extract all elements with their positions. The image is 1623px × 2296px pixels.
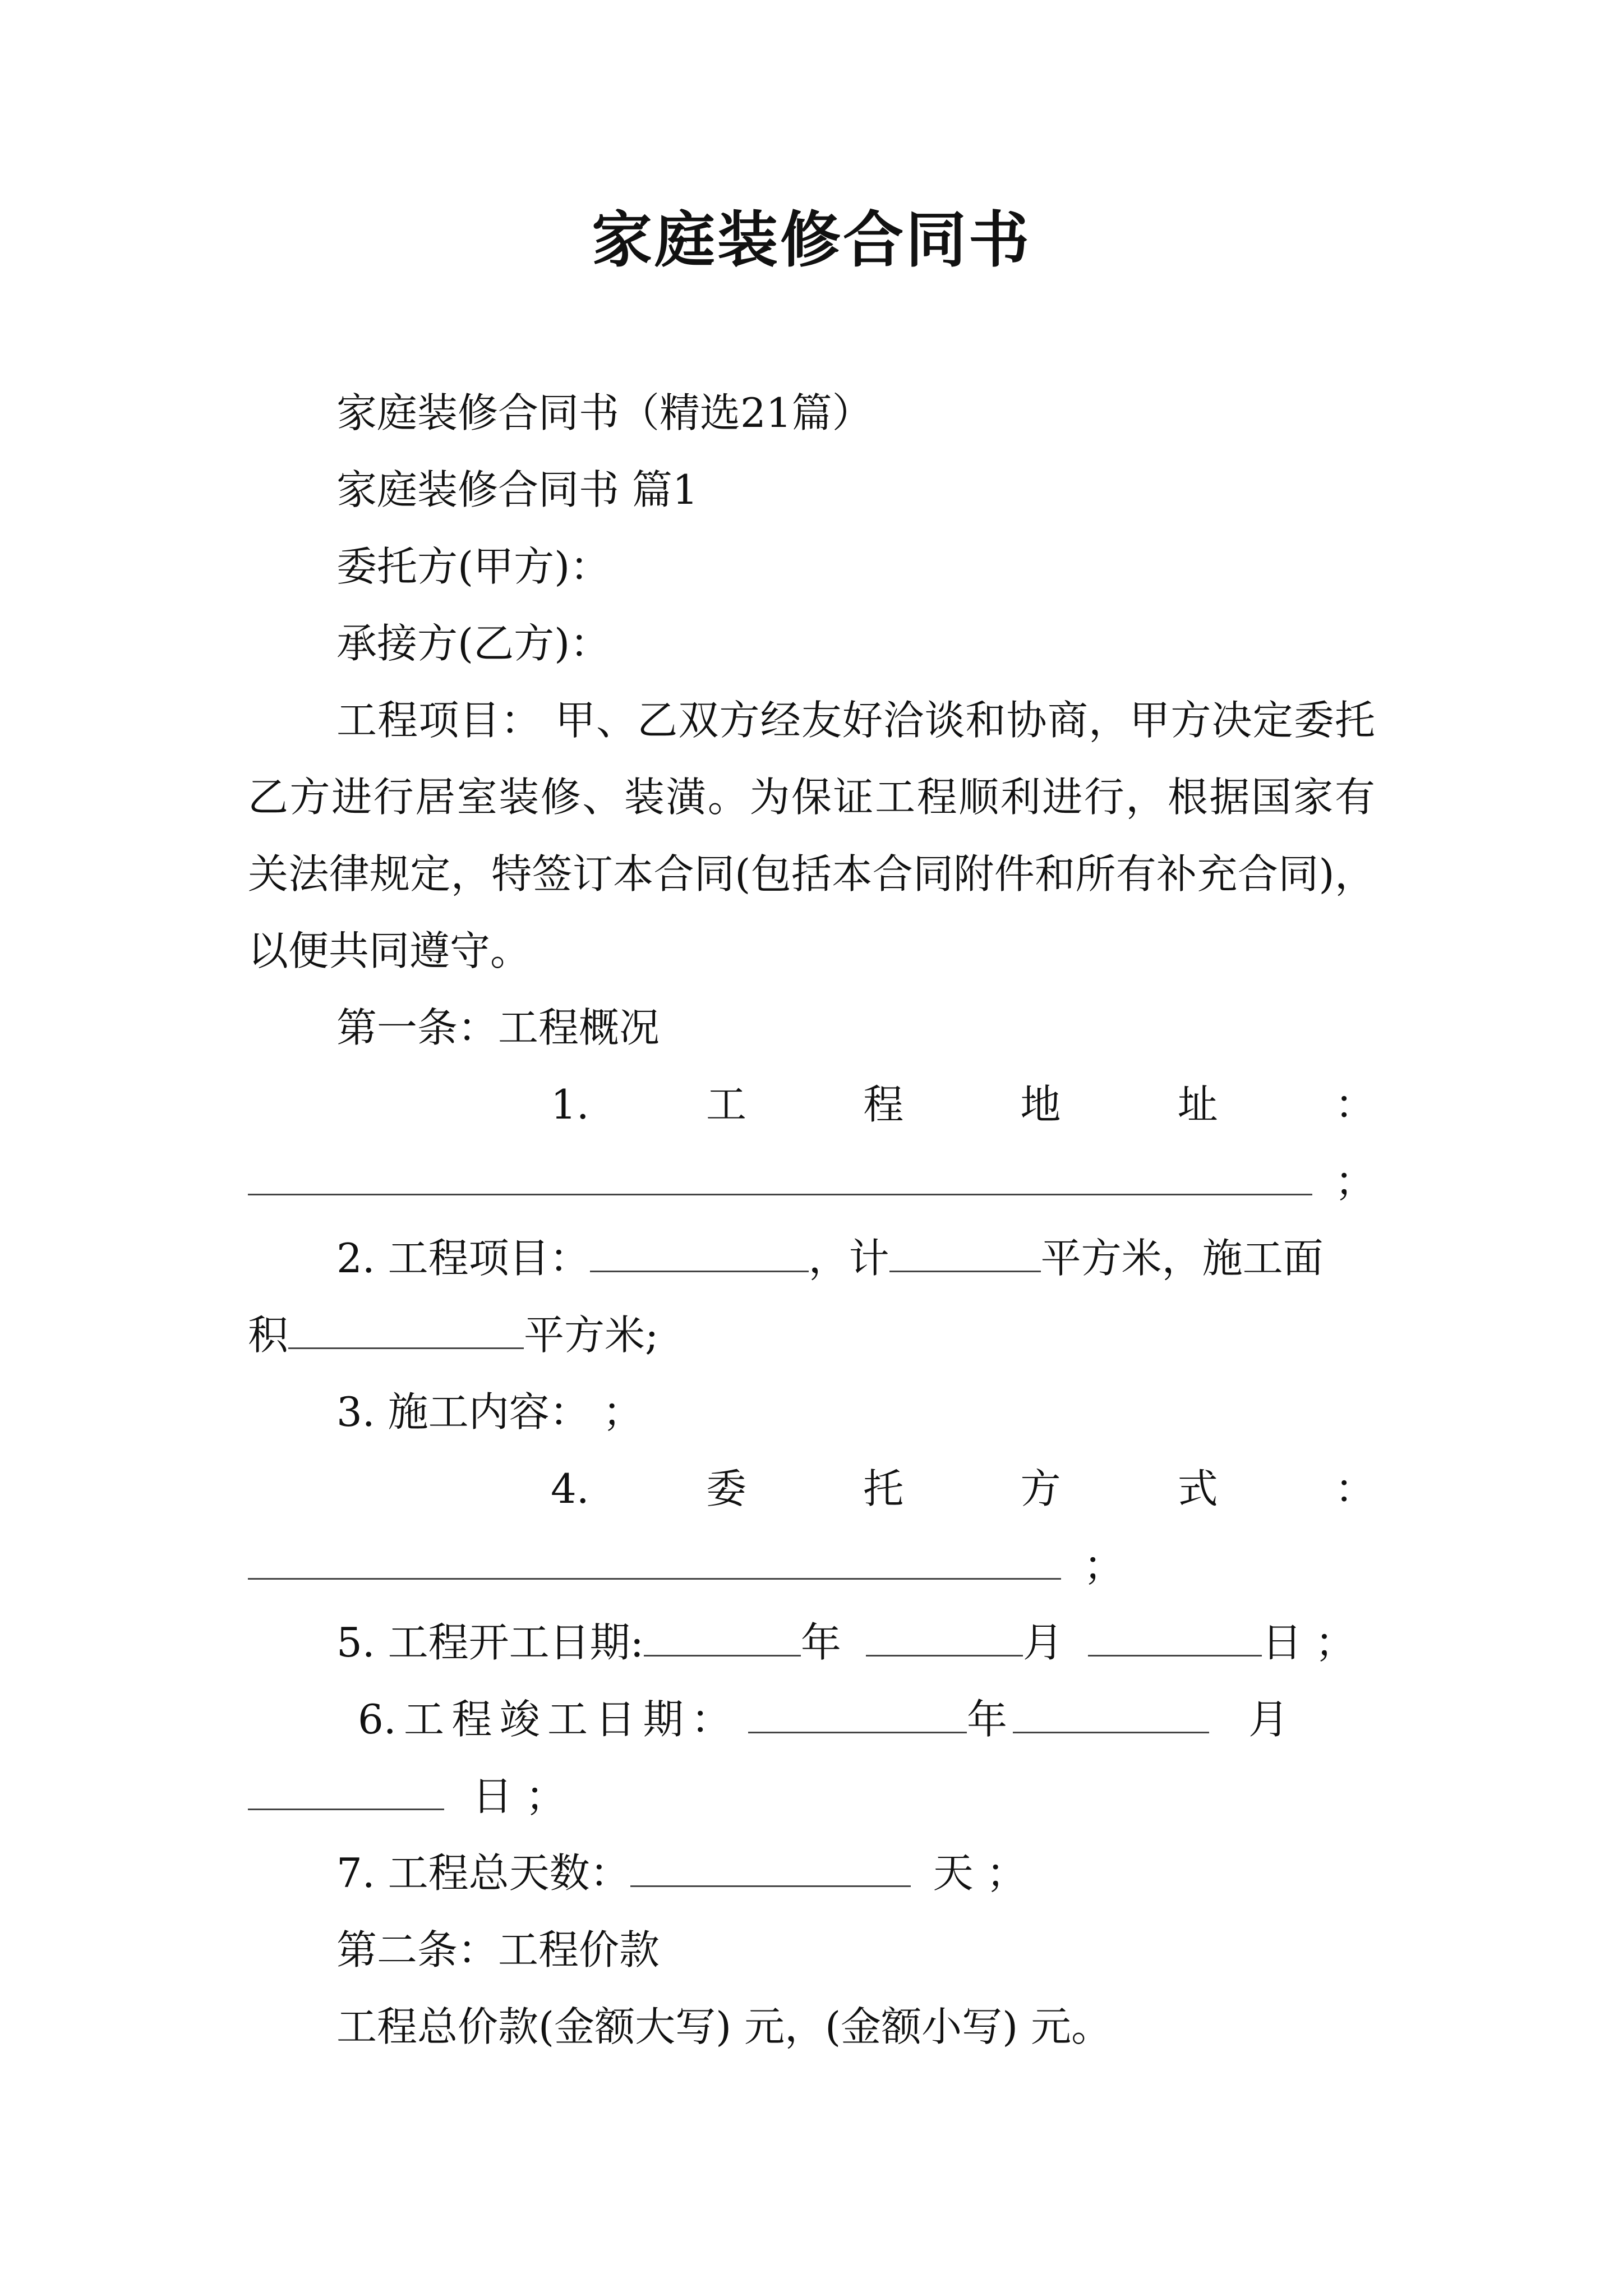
end-month-blank[interactable]	[1013, 1698, 1209, 1733]
item-6-part: 日	[595, 1696, 636, 1743]
party-b-line: 承接方(乙方)：	[336, 620, 611, 667]
item-4-part: 托	[863, 1465, 904, 1512]
item-5-line	[248, 1604, 1375, 1681]
document-title: 家庭装修合同书	[591, 205, 1031, 275]
item-1-blank-line	[248, 1143, 1375, 1220]
item-4-end: ；	[1083, 1542, 1124, 1589]
party-a-line: 委托方(甲方)：	[336, 543, 611, 590]
item-6-part: 竣	[499, 1696, 540, 1743]
start-day-blank[interactable]	[1088, 1621, 1262, 1657]
item-4-part: 4.	[551, 1465, 589, 1512]
item-2-unit: 平方米;	[524, 1312, 659, 1359]
article-2-heading: 第二条：工程价款	[336, 1926, 660, 1973]
total-days-blank[interactable]	[630, 1852, 911, 1887]
item-1-part: ：	[1334, 1081, 1375, 1128]
item-6-part: 程	[451, 1696, 492, 1743]
subtitle-line: 家庭装修合同书（精选21篇）	[336, 389, 873, 436]
area-blank[interactable]	[889, 1237, 1041, 1272]
item-1-part: 址	[1177, 1081, 1218, 1128]
item-6-line	[248, 1681, 1375, 1758]
article-1-heading: 第一条：工程概况	[336, 1004, 660, 1051]
item-1-end: ；	[1334, 1158, 1375, 1205]
address-blank[interactable]	[248, 1160, 1312, 1195]
item-1-part: 1.	[551, 1081, 589, 1128]
intro-paragraph: 工程项目： 甲、乙双方经友好洽谈和协商，甲方决定委托乙方进行居室装修、装潢。为保证工程顺利进行，根据国家有关法律规定，特签订本合同(包括本合同附件和所有补充合同)，以便共同遵守。	[248, 697, 1375, 974]
item-5-day: 日 ；	[1261, 1619, 1355, 1666]
document-body	[248, 375, 1375, 2065]
item-2-line	[248, 1220, 1375, 1297]
start-month-blank[interactable]	[866, 1621, 1023, 1657]
item-1-part: 地	[1020, 1081, 1061, 1128]
item-2-continued	[248, 1297, 1375, 1374]
item-6-day: 日 ；	[472, 1773, 566, 1820]
item-2-continued-label: 积	[248, 1312, 289, 1359]
item-3-line: 3. 施工内容： ；	[336, 1388, 643, 1435]
project-blank[interactable]	[590, 1237, 809, 1272]
end-year-blank[interactable]	[748, 1698, 967, 1733]
item-6-label	[358, 1681, 731, 1758]
construction-area-blank[interactable]	[288, 1314, 524, 1349]
item-5-label: 5. 工程开工日期:	[336, 1619, 644, 1666]
item-4-label	[248, 1451, 1375, 1527]
start-year-blank[interactable]	[644, 1621, 801, 1657]
entrust-method-blank[interactable]	[248, 1544, 1061, 1580]
item-6-year: 年	[967, 1696, 1008, 1743]
item-5-month: 月	[1022, 1619, 1063, 1666]
item-6-month: 月	[1248, 1696, 1289, 1743]
item-4-part: ：	[1334, 1465, 1375, 1512]
item-1-label	[248, 1066, 1375, 1143]
item-6-part: 工	[547, 1696, 588, 1743]
item-2-area-label: 平方米，施工面	[1040, 1235, 1324, 1282]
item-4-part: 方	[1020, 1465, 1061, 1512]
item-6-part: 6.	[358, 1696, 396, 1743]
item-4-part: 式	[1177, 1465, 1218, 1512]
item-6-continued	[248, 1758, 1375, 1835]
item-6-part: ：	[690, 1696, 731, 1743]
item-4-part: 委	[706, 1465, 746, 1512]
item-1-part: 工	[706, 1081, 746, 1128]
price-line: 工程总价款(金额大写) 元，(金额小写) 元。	[336, 2003, 1112, 2050]
item-4-blank-line	[248, 1527, 1375, 1604]
item-6-part: 期	[643, 1696, 684, 1743]
item-2-label: 2. 工程项目：	[336, 1235, 590, 1282]
part-heading: 家庭装修合同书 篇1	[336, 466, 698, 513]
item-6-part: 工	[404, 1696, 445, 1743]
item-1-part: 程	[863, 1081, 904, 1128]
item-7-line	[248, 1835, 1375, 1912]
item-5-year: 年	[800, 1619, 841, 1666]
item-7-label: 7. 工程总天数：	[336, 1849, 630, 1897]
item-7-unit: 天 ；	[933, 1849, 1027, 1897]
end-day-blank[interactable]	[248, 1775, 444, 1810]
item-2-count-label: ，计	[808, 1235, 889, 1282]
